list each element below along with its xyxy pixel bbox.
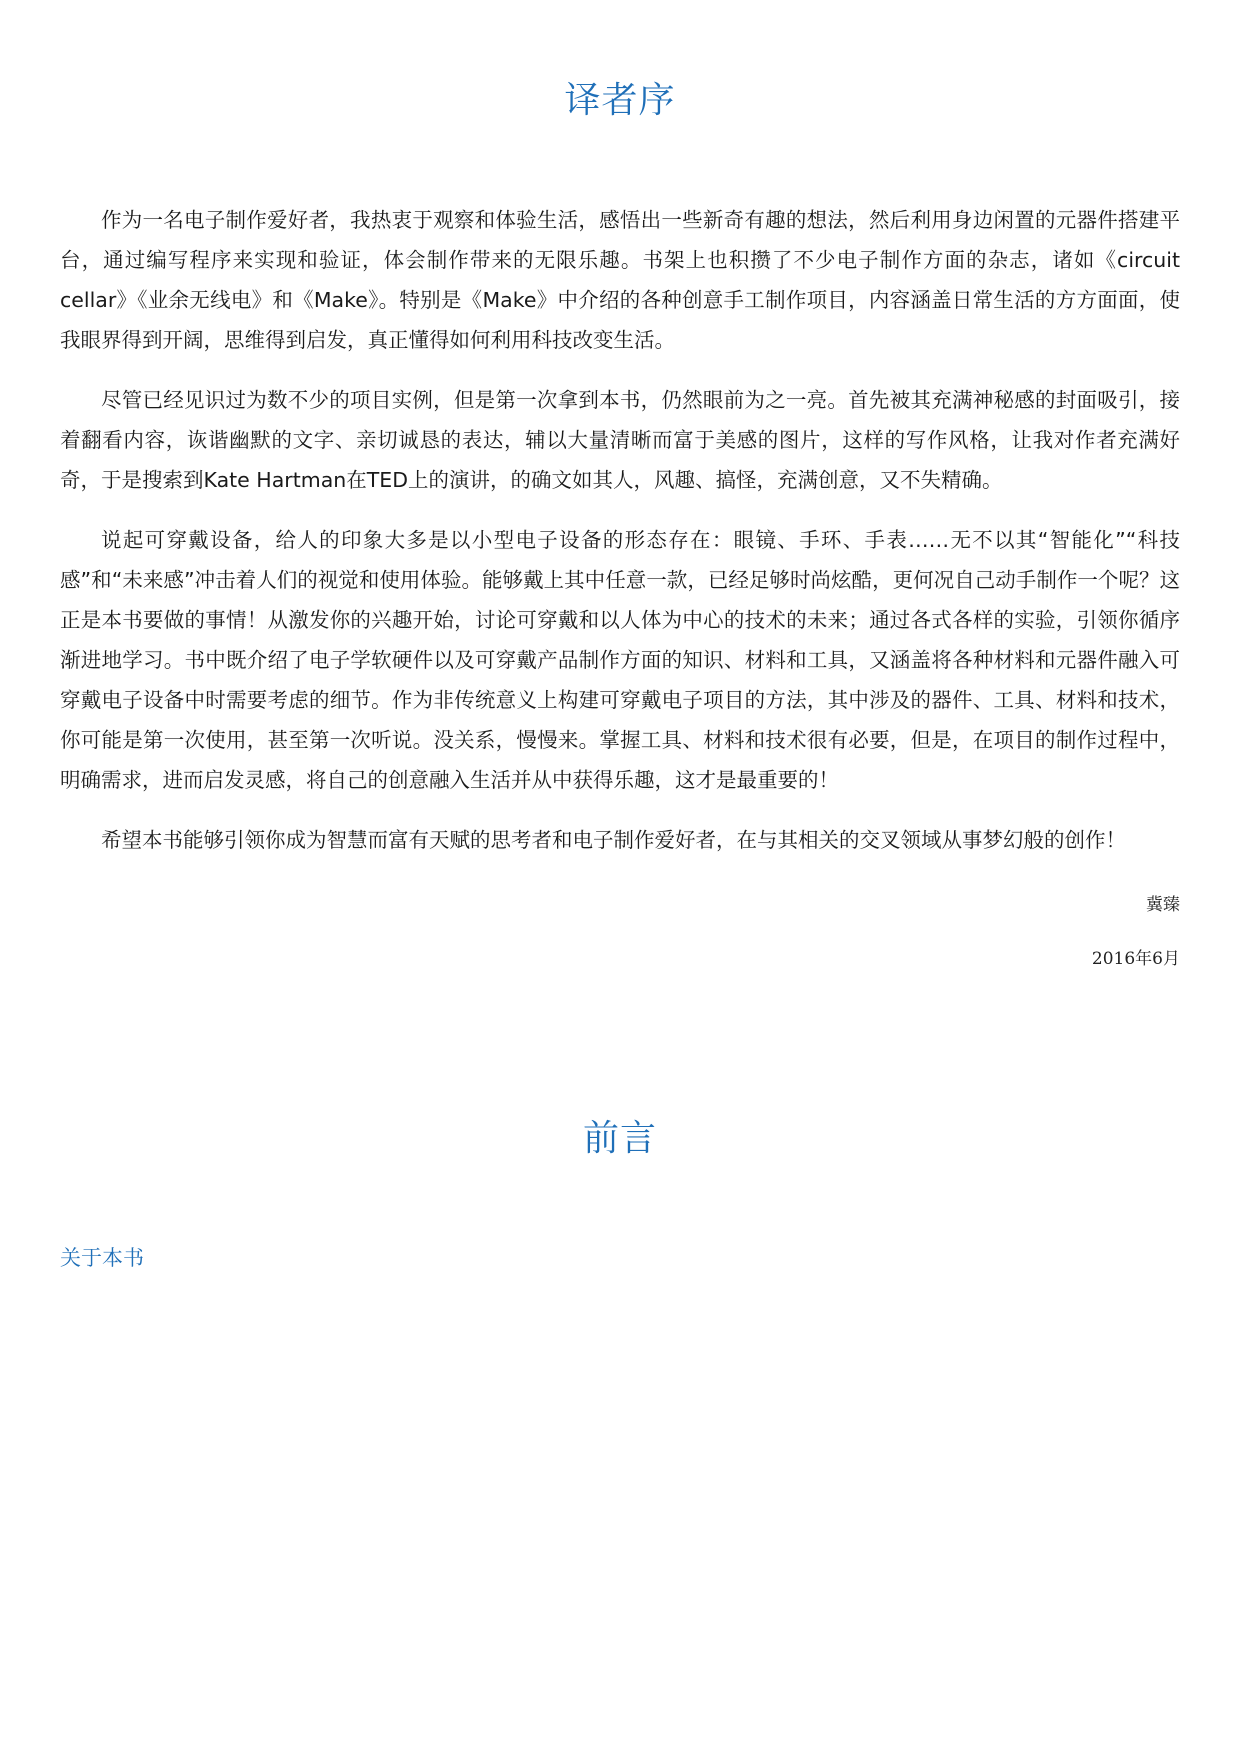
signature-date: 2016年6月	[1091, 949, 1180, 969]
preface-paragraph-4: 希望本书能够引领你成为智慧而富有天赋的思考者和电子制作爱好者，在与其相关的交叉领域从事梦幻般的创作！	[101, 828, 1126, 852]
about-this-book-heading: 关于本书	[60, 1246, 144, 1270]
translator-signature: 冀臻	[1146, 895, 1180, 915]
translator-preface-title: 译者序	[564, 80, 676, 121]
preface-paragraph-1: 作为一名电子制作爱好者，我热衷于观察和体验生活，感悟出一些新奇有趣的想法，然后利用身边闲置的元器件搭建平台，通过编写程序来实现和验证，体会制作带来的无限乐趣。书架上也积攒了不少电子制作方面的杂志，诸如《circuit cellar》《业余无线电》和《Make》。特别是《Make》中介绍的各种创意手工制作项目，内容涵盖日常生活的方方面面，使我眼界得到开阔，思维得到启发，真正懂得如何利用科技改变生活。	[60, 208, 1180, 352]
translator-preface-body	[60, 200, 1180, 880]
preface-paragraph-2: 尽管已经见识过为数不少的项目实例，但是第一次拿到本书，仍然眼前为之一亮。首先被其充满神秘感的封面吸引，接着翻看内容，诙谐幽默的文字、亲切诚恳的表达，辅以大量清晰而富于美感的图片，这样的写作风格，让我对作者充满好奇，于是搜索到Kate Hartman在TED上的演讲，的确文如其人，风趣、搞怪，充满创意，又不失精确。	[60, 388, 1180, 492]
preface-title: 前言	[582, 1118, 657, 1159]
preface-paragraph-3: 说起可穿戴设备，给人的印象大多是以小型电子设备的形态存在：眼镜、手环、手表……无不以其“智能化”“科技感”和“未来感”冲击着人们的视觉和使用体验。能够戴上其中任意一款，已经足够时尚炫酷，更何况自己动手制作一个呢？这正是本书要做的事情！从激发你的兴趣开始，讨论可穿戴和以人体为中心的技术的未来；通过各式各样的实验，引领你循序渐进地学习。书中既介绍了电子学软硬件以及可穿戴产品制作方面的知识、材料和工具，又涵盖将各种材料和元器件融入可穿戴电子设备中时需要考虑的细节。作为非传统意义上构建可穿戴电子项目的方法，其中涉及的器件、工具、材料和技术，你可能是第一次使用，甚至第一次听说。没关系，慢慢来。掌握工具、材料和技术很有必要，但是，在项目的制作过程中，明确需求，进而启发灵感，将自己的创意融入生活并从中获得乐趣，这才是最重要的！	[60, 528, 1180, 792]
